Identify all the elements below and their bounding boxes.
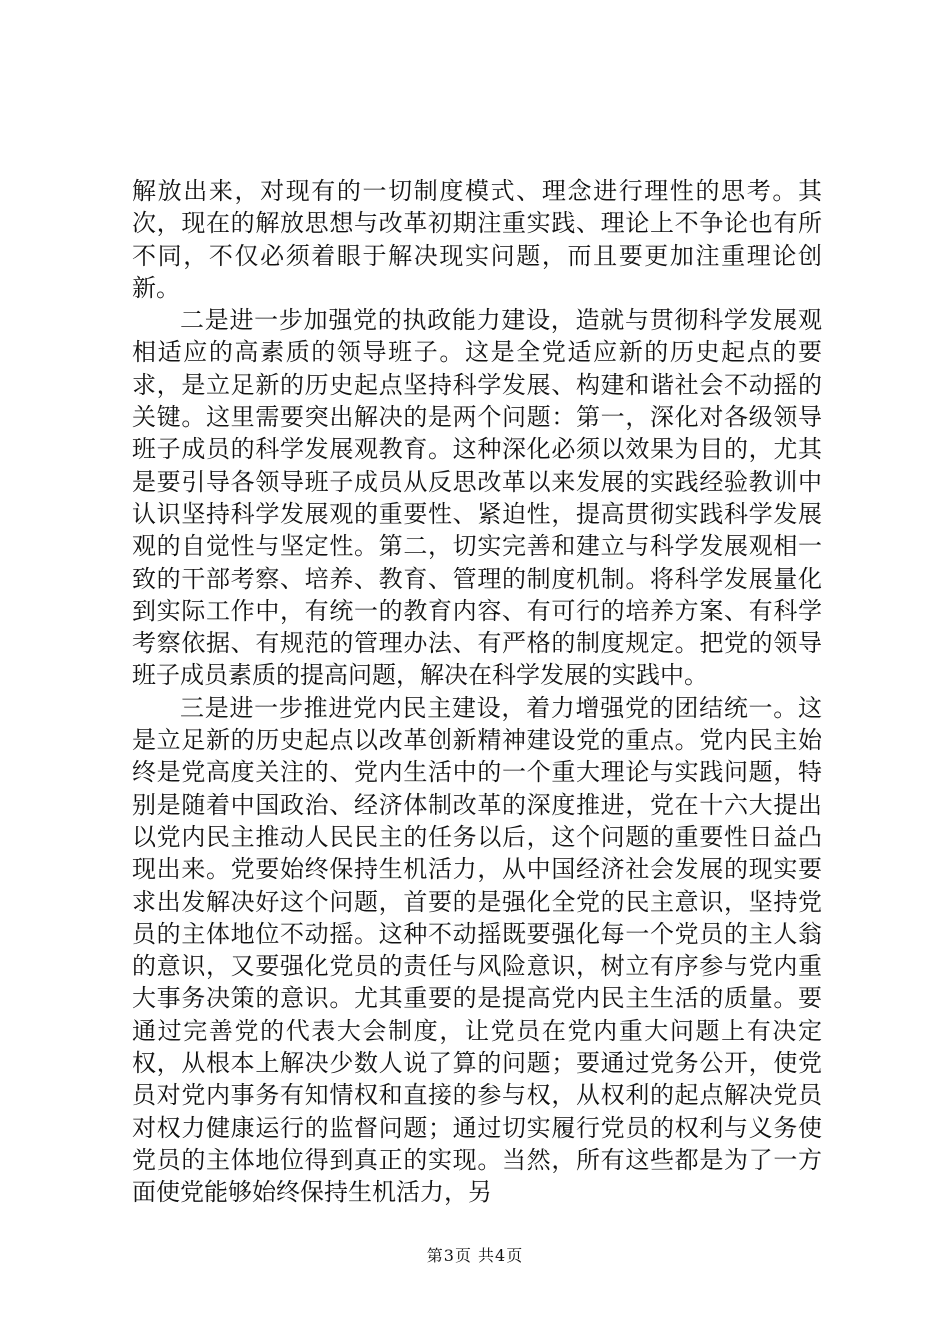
page-number-footer: 第3页 共4页	[426, 1246, 524, 1265]
paragraph-two: 二是进一步加强党的执政能力建设，造就与贯彻科学发展观相适应的高素质的领导班子。这是全党适应新的历史起点的要求，是立足新的历史起点坚持科学发展、构建和谐社会不动摇的关键。这里需要突出解决的是两个问题：第一，深化对各级领导班子成员的科学发展观教育。这种深化必须以效果为目的，尤其是要引导各领导班子成员从反思改革以来发展的实践经验教训中认识坚持科学发展观的重要性、紧迫性，提高贯彻实践科学发展观的自觉性与坚定性。第二，切实完善和建立与科学发展观相一致的干部考察、培养、教育、管理的制度机制。将科学发展量化到实际工作中，有统一的教育内容、有可行的培养方案、有科学考察依据、有规范的管理办法、有严格的制度规定。把党的领导班子成员素质的提高问题，解决在科学发展的实践中。	[132, 306, 822, 690]
paragraph-continuation: 解放出来，对现有的一切制度模式、理念进行理性的思考。其次，现在的解放思想与改革初期注重实践、理论上不争论也有所不同，不仅必须着眼于解决现实问题，而且要更加注重理论创新。	[132, 177, 822, 302]
paragraph-three: 三是进一步推进党内民主建设，着力增强党的团结统一。这是立足新的历史起点以改革创新精神建设党的重点。党内民主始终是党高度关注的、党内生活中的一个重大理论与实践问题，特别是随着中国政治、经济体制改革的深度推进，党在十六大提出以党内民主推动人民民主的任务以后，这个问题的重要性日益凸现出来。党要始终保持生机活力，从中国经济社会发展的现实要求出发解决好这个问题，首要的是强化全党的民主意识，坚持党员的主体地位不动摇。这种不动摇既要强化每一个党员的主人翁的意识，又要强化党员的责任与风险意识，树立有序参与党内重大事务决策的意识。尤其重要的是提高党内民主生活的质量。要通过完善党的代表大会制度，让党员在党内重大问题上有决定权，从根本上解决少数人说了算的问题；要通过党务公开，使党员对党内事务有知情权和直接的参与权，从权利的起点解决党员对权力健康运行的监督问题；通过切实履行党员的权利与义务使党员的主体地位得到真正的实现。当然，所有这些都是为了一方面使党能够始终保持生机活力，另	[132, 693, 822, 1207]
document-body	[132, 175, 822, 1209]
